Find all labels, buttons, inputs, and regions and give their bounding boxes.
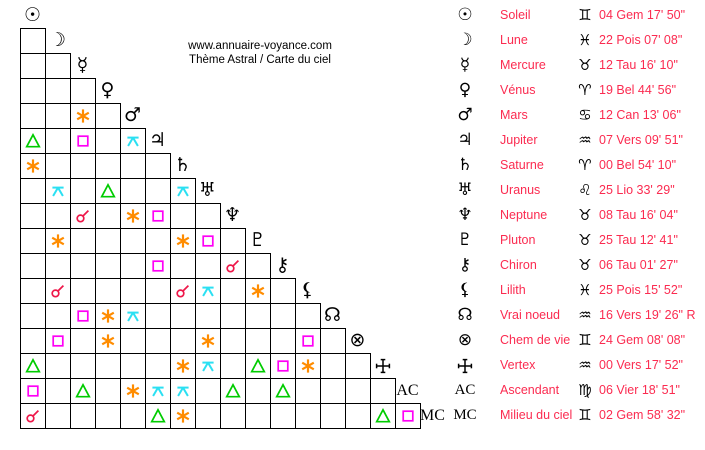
grid-cell-r17-c16 (395, 403, 421, 429)
grid-cell-r14-c10 (245, 328, 271, 354)
planet-row-mercury (450, 53, 705, 78)
grid-cell-r17-c2 (45, 403, 71, 429)
grid-cell-r7-c5 (120, 153, 146, 179)
grid-cell-r15-c10 (245, 353, 271, 379)
grid-cell-r7-c6 (145, 153, 171, 179)
grid-cell-r13-c11 (270, 303, 296, 329)
grid-cell-r5-c1 (20, 103, 46, 129)
grid-cell-r2-c1 (20, 28, 46, 54)
grid-cell-r9-c7 (170, 203, 196, 229)
planet-row-uranus (450, 178, 705, 203)
grid-cell-r15-c1 (20, 353, 46, 379)
neptune-diagonal-glyph: ♆ (223, 204, 242, 226)
grid-cell-r15-c14 (345, 353, 371, 379)
ascendant-icon: AC (454, 382, 476, 398)
planet-position: 12 Can 13' 06" (599, 108, 681, 122)
saturn-icon: ♄ (457, 155, 473, 175)
planet-position: 24 Gem 08' 08" (599, 333, 686, 347)
taurus-sign-icon: ♉ (578, 56, 592, 74)
planet-name: Uranus (500, 183, 541, 197)
grid-cell-r16-c2 (45, 378, 71, 404)
planet-name: Mars (500, 108, 528, 122)
aquarius-sign-icon: ♒ (578, 356, 592, 374)
uranus-diagonal-glyph: ♅ (198, 179, 217, 201)
planet-row-jupiter (450, 128, 705, 153)
grid-cell-r10-c9 (220, 228, 246, 254)
planet-position: 07 Vers 09' 51" (599, 133, 683, 147)
grid-cell-r15-c3 (70, 353, 96, 379)
grid-cell-r15-c2 (45, 353, 71, 379)
planet-name: Soleil (500, 8, 531, 22)
grid-cell-r7-c3 (70, 153, 96, 179)
grid-cell-r12-c9 (220, 278, 246, 304)
planet-row-moon (450, 28, 705, 53)
planet-name: Neptune (500, 208, 548, 222)
grid-cell-r14-c1 (20, 328, 46, 354)
grid-cell-r11-c1 (20, 253, 46, 279)
grid-cell-r13-c12 (295, 303, 321, 329)
grid-cell-r15-c13 (320, 353, 346, 379)
grid-cell-r6-c4 (95, 128, 121, 154)
grid-cell-r9-c4 (95, 203, 121, 229)
vertex-icon (457, 358, 473, 374)
grid-cell-r12-c11 (270, 278, 296, 304)
mars-diagonal-glyph: ♂ (123, 104, 142, 126)
grid-cell-r5-c3 (70, 103, 96, 129)
grid-cell-r5-c2 (45, 103, 71, 129)
planet-position: 19 Bel 44' 56" (599, 83, 677, 97)
grid-cell-r13-c5 (120, 303, 146, 329)
sun-diagonal-glyph: ☉ (23, 4, 42, 26)
grid-cell-r17-c13 (320, 403, 346, 429)
grid-cell-r14-c5 (120, 328, 146, 354)
planet-row-midheaven (450, 403, 705, 428)
grid-cell-r10-c6 (145, 228, 171, 254)
grid-cell-r15-c8 (195, 353, 221, 379)
grid-cell-r8-c5 (120, 178, 146, 204)
vertex-diagonal-glyph (370, 353, 395, 378)
grid-cell-r12-c5 (120, 278, 146, 304)
grid-cell-r15-c6 (145, 353, 171, 379)
mercury-icon: ☿ (459, 55, 471, 75)
grid-cell-r6-c2 (45, 128, 71, 154)
grid-cell-r5-c4 (95, 103, 121, 129)
planet-name: Pluton (500, 233, 536, 247)
taurus-sign-icon: ♉ (578, 231, 592, 249)
planet-row-sun (450, 3, 705, 28)
grid-cell-r10-c3 (70, 228, 96, 254)
planet-position: 25 Pois 15' 52" (599, 283, 683, 297)
aquarius-sign-icon: ♒ (578, 306, 592, 324)
planet-name: Saturne (500, 158, 544, 172)
gemini-sign-icon: ♊ (578, 331, 592, 349)
grid-cell-r13-c1 (20, 303, 46, 329)
saturn-diagonal-glyph: ♄ (173, 154, 192, 176)
planet-position: 06 Vier 18' 51" (599, 383, 680, 397)
grid-cell-r14-c9 (220, 328, 246, 354)
planet-name: Chem de vie (500, 333, 571, 347)
grid-cell-r14-c13 (320, 328, 346, 354)
grid-cell-r13-c7 (170, 303, 196, 329)
uranus-icon: ♅ (457, 180, 473, 200)
leo-sign-icon: ♌ (578, 181, 592, 199)
grid-cell-r15-c9 (220, 353, 246, 379)
grid-cell-r11-c6 (145, 253, 171, 279)
grid-cell-r10-c4 (95, 228, 121, 254)
grid-cell-r13-c6 (145, 303, 171, 329)
planet-name: Vertex (500, 358, 536, 372)
pluto-icon: ♇ (457, 230, 473, 250)
planet-name: Lune (500, 33, 528, 47)
grid-cell-r13-c9 (220, 303, 246, 329)
grid-cell-r17-c14 (345, 403, 371, 429)
planet-position: 08 Tau 16' 04" (599, 208, 678, 222)
midheaven-diagonal-glyph: MC (420, 406, 445, 424)
venus-diagonal-glyph: ♀ (100, 79, 115, 101)
planet-position: 22 Pois 07' 08" (599, 33, 683, 47)
grid-cell-r7-c1 (20, 153, 46, 179)
lilith-diagonal-glyph: ⚸ (300, 279, 315, 301)
grid-cell-r10-c7 (170, 228, 196, 254)
grid-cell-r17-c10 (245, 403, 271, 429)
grid-cell-r6-c1 (20, 128, 46, 154)
grid-cell-r16-c6 (145, 378, 171, 404)
grid-cell-r13-c2 (45, 303, 71, 329)
grid-cell-r10-c1 (20, 228, 46, 254)
true-node-diagonal-glyph: ☊ (324, 304, 341, 326)
grid-cell-r11-c9 (220, 253, 246, 279)
planet-position: 25 Tau 12' 41" (599, 233, 678, 247)
planet-name: Ascendant (500, 383, 560, 397)
gemini-sign-icon: ♊ (578, 6, 592, 24)
grid-cell-r9-c3 (70, 203, 96, 229)
grid-cell-r9-c6 (145, 203, 171, 229)
lilith-icon: ⚸ (458, 280, 472, 300)
grid-cell-r17-c8 (195, 403, 221, 429)
grid-cell-r17-c5 (120, 403, 146, 429)
grid-cell-r10-c5 (120, 228, 146, 254)
grid-cell-r17-c15 (370, 403, 396, 429)
site-header (145, 39, 375, 67)
grid-cell-r17-c11 (270, 403, 296, 429)
grid-cell-r15-c12 (295, 353, 321, 379)
grid-cell-r16-c12 (295, 378, 321, 404)
grid-cell-r13-c10 (245, 303, 271, 329)
grid-cell-r8-c1 (20, 178, 46, 204)
planet-name: Lilith (500, 283, 526, 297)
cancer-sign-icon: ♋ (578, 106, 592, 124)
mercury-diagonal-glyph: ☿ (76, 54, 89, 76)
planet-name: Vrai noeud (500, 308, 560, 322)
grid-cell-r16-c10 (245, 378, 271, 404)
grid-cell-r12-c6 (145, 278, 171, 304)
grid-cell-r13-c8 (195, 303, 221, 329)
grid-cell-r16-c3 (70, 378, 96, 404)
jupiter-icon: ♃ (457, 130, 473, 150)
planet-row-vertex (450, 353, 705, 378)
aries-sign-icon: ♈ (578, 156, 592, 174)
vertex-icon (450, 353, 480, 378)
true-node-icon: ☊ (457, 305, 473, 325)
life-path-diagonal-glyph: ⊗ (349, 329, 366, 351)
grid-cell-r6-c5 (120, 128, 146, 154)
grid-cell-r15-c5 (120, 353, 146, 379)
grid-cell-r11-c7 (170, 253, 196, 279)
grid-cell-r12-c10 (245, 278, 271, 304)
grid-cell-r3-c2 (45, 53, 71, 79)
grid-cell-r14-c6 (145, 328, 171, 354)
pluto-diagonal-glyph: ♇ (248, 229, 267, 251)
site-url: www.annuaire-voyance.com (188, 40, 332, 52)
planet-position: 25 Lio 33' 29" (599, 183, 675, 197)
planet-row-true-node (450, 303, 705, 328)
grid-cell-r17-c6 (145, 403, 171, 429)
chiron-diagonal-glyph: ⚷ (275, 254, 290, 276)
gemini-sign-icon: ♊ (578, 406, 592, 424)
grid-cell-r14-c11 (270, 328, 296, 354)
grid-cell-r14-c4 (95, 328, 121, 354)
grid-cell-r16-c4 (95, 378, 121, 404)
vertex-icon (375, 358, 391, 374)
grid-cell-r14-c8 (195, 328, 221, 354)
grid-cell-r9-c2 (45, 203, 71, 229)
grid-cell-r8-c4 (95, 178, 121, 204)
grid-cell-r17-c1 (20, 403, 46, 429)
pisces-sign-icon: ♓ (578, 31, 592, 49)
planet-row-life-path (450, 328, 705, 353)
grid-cell-r16-c7 (170, 378, 196, 404)
grid-cell-r17-c3 (70, 403, 96, 429)
grid-cell-r11-c8 (195, 253, 221, 279)
grid-cell-r3-c1 (20, 53, 46, 79)
mars-icon: ♂ (457, 105, 473, 125)
grid-cell-r17-c12 (295, 403, 321, 429)
grid-cell-r16-c13 (320, 378, 346, 404)
grid-cell-r9-c5 (120, 203, 146, 229)
grid-cell-r11-c4 (95, 253, 121, 279)
grid-cell-r9-c8 (195, 203, 221, 229)
grid-cell-r13-c4 (95, 303, 121, 329)
planet-name: Jupiter (500, 133, 538, 147)
grid-cell-r12-c2 (45, 278, 71, 304)
planet-position: 00 Vers 17' 52" (599, 358, 683, 372)
grid-cell-r8-c3 (70, 178, 96, 204)
grid-cell-r14-c2 (45, 328, 71, 354)
grid-cell-r15-c4 (95, 353, 121, 379)
planet-name: Vénus (500, 83, 536, 97)
grid-cell-r14-c12 (295, 328, 321, 354)
grid-cell-r11-c10 (245, 253, 271, 279)
grid-cell-r15-c7 (170, 353, 196, 379)
grid-cell-r7-c4 (95, 153, 121, 179)
pisces-sign-icon: ♓ (578, 281, 592, 299)
planet-position: 04 Gem 17' 50" (599, 8, 686, 22)
planet-row-venus (450, 78, 705, 103)
planet-position: 06 Tau 01' 27" (599, 258, 678, 272)
grid-cell-r13-c3 (70, 303, 96, 329)
moon-icon: ☽ (457, 30, 473, 50)
grid-cell-r4-c3 (70, 78, 96, 104)
grid-cell-r16-c11 (270, 378, 296, 404)
grid-cell-r11-c3 (70, 253, 96, 279)
taurus-sign-icon: ♉ (578, 256, 592, 274)
grid-cell-r11-c2 (45, 253, 71, 279)
grid-cell-r16-c5 (120, 378, 146, 404)
grid-cell-r7-c2 (45, 153, 71, 179)
virgo-sign-icon: ♍ (578, 381, 592, 399)
grid-cell-r9-c1 (20, 203, 46, 229)
planet-position: 02 Gem 58' 32" (599, 408, 686, 422)
grid-cell-r12-c3 (70, 278, 96, 304)
grid-cell-r16-c8 (195, 378, 221, 404)
sun-icon: ☉ (457, 5, 473, 25)
grid-cell-r17-c9 (220, 403, 246, 429)
chiron-icon: ⚷ (458, 255, 472, 275)
grid-cell-r16-c9 (220, 378, 246, 404)
grid-cell-r15-c11 (270, 353, 296, 379)
planet-row-ascendant (450, 378, 705, 403)
moon-diagonal-glyph: ☽ (48, 29, 67, 51)
neptune-icon: ♆ (457, 205, 473, 225)
grid-cell-r8-c2 (45, 178, 71, 204)
ascendant-diagonal-glyph: AC (396, 381, 419, 399)
planet-row-pluto (450, 228, 705, 253)
life-path-icon: ⊗ (457, 330, 473, 350)
grid-cell-r17-c7 (170, 403, 196, 429)
chart-title: Thème Astral / Carte du ciel (189, 54, 331, 66)
planet-row-lilith (450, 278, 705, 303)
aries-sign-icon: ♈ (578, 81, 592, 99)
grid-cell-r4-c2 (45, 78, 71, 104)
grid-cell-r14-c3 (70, 328, 96, 354)
grid-cell-r16-c14 (345, 378, 371, 404)
planet-name: Milieu du ciel (500, 408, 573, 422)
grid-cell-r12-c1 (20, 278, 46, 304)
planet-position: 16 Vers 19' 26" R (599, 308, 696, 322)
grid-cell-r17-c4 (95, 403, 121, 429)
grid-cell-r14-c7 (170, 328, 196, 354)
aquarius-sign-icon: ♒ (578, 131, 592, 149)
planet-row-saturn (450, 153, 705, 178)
planet-row-neptune (450, 203, 705, 228)
grid-cell-r8-c6 (145, 178, 171, 204)
grid-cell-r10-c2 (45, 228, 71, 254)
grid-cell-r12-c7 (170, 278, 196, 304)
grid-cell-r12-c4 (95, 278, 121, 304)
planet-position: 12 Tau 16' 10" (599, 58, 678, 72)
taurus-sign-icon: ♉ (578, 206, 592, 224)
jupiter-diagonal-glyph: ♃ (148, 129, 167, 151)
venus-icon: ♀ (458, 80, 472, 100)
planet-row-chiron (450, 253, 705, 278)
grid-cell-r4-c1 (20, 78, 46, 104)
grid-cell-r10-c8 (195, 228, 221, 254)
planet-position: 00 Bel 54' 10" (599, 158, 677, 172)
planet-row-mars (450, 103, 705, 128)
planet-name: Mercure (500, 58, 546, 72)
grid-cell-r8-c7 (170, 178, 196, 204)
grid-cell-r11-c5 (120, 253, 146, 279)
grid-cell-r16-c15 (370, 378, 396, 404)
planet-name: Chiron (500, 258, 537, 272)
grid-cell-r16-c1 (20, 378, 46, 404)
grid-cell-r6-c3 (70, 128, 96, 154)
midheaven-icon: MC (453, 407, 477, 423)
grid-cell-r12-c8 (195, 278, 221, 304)
